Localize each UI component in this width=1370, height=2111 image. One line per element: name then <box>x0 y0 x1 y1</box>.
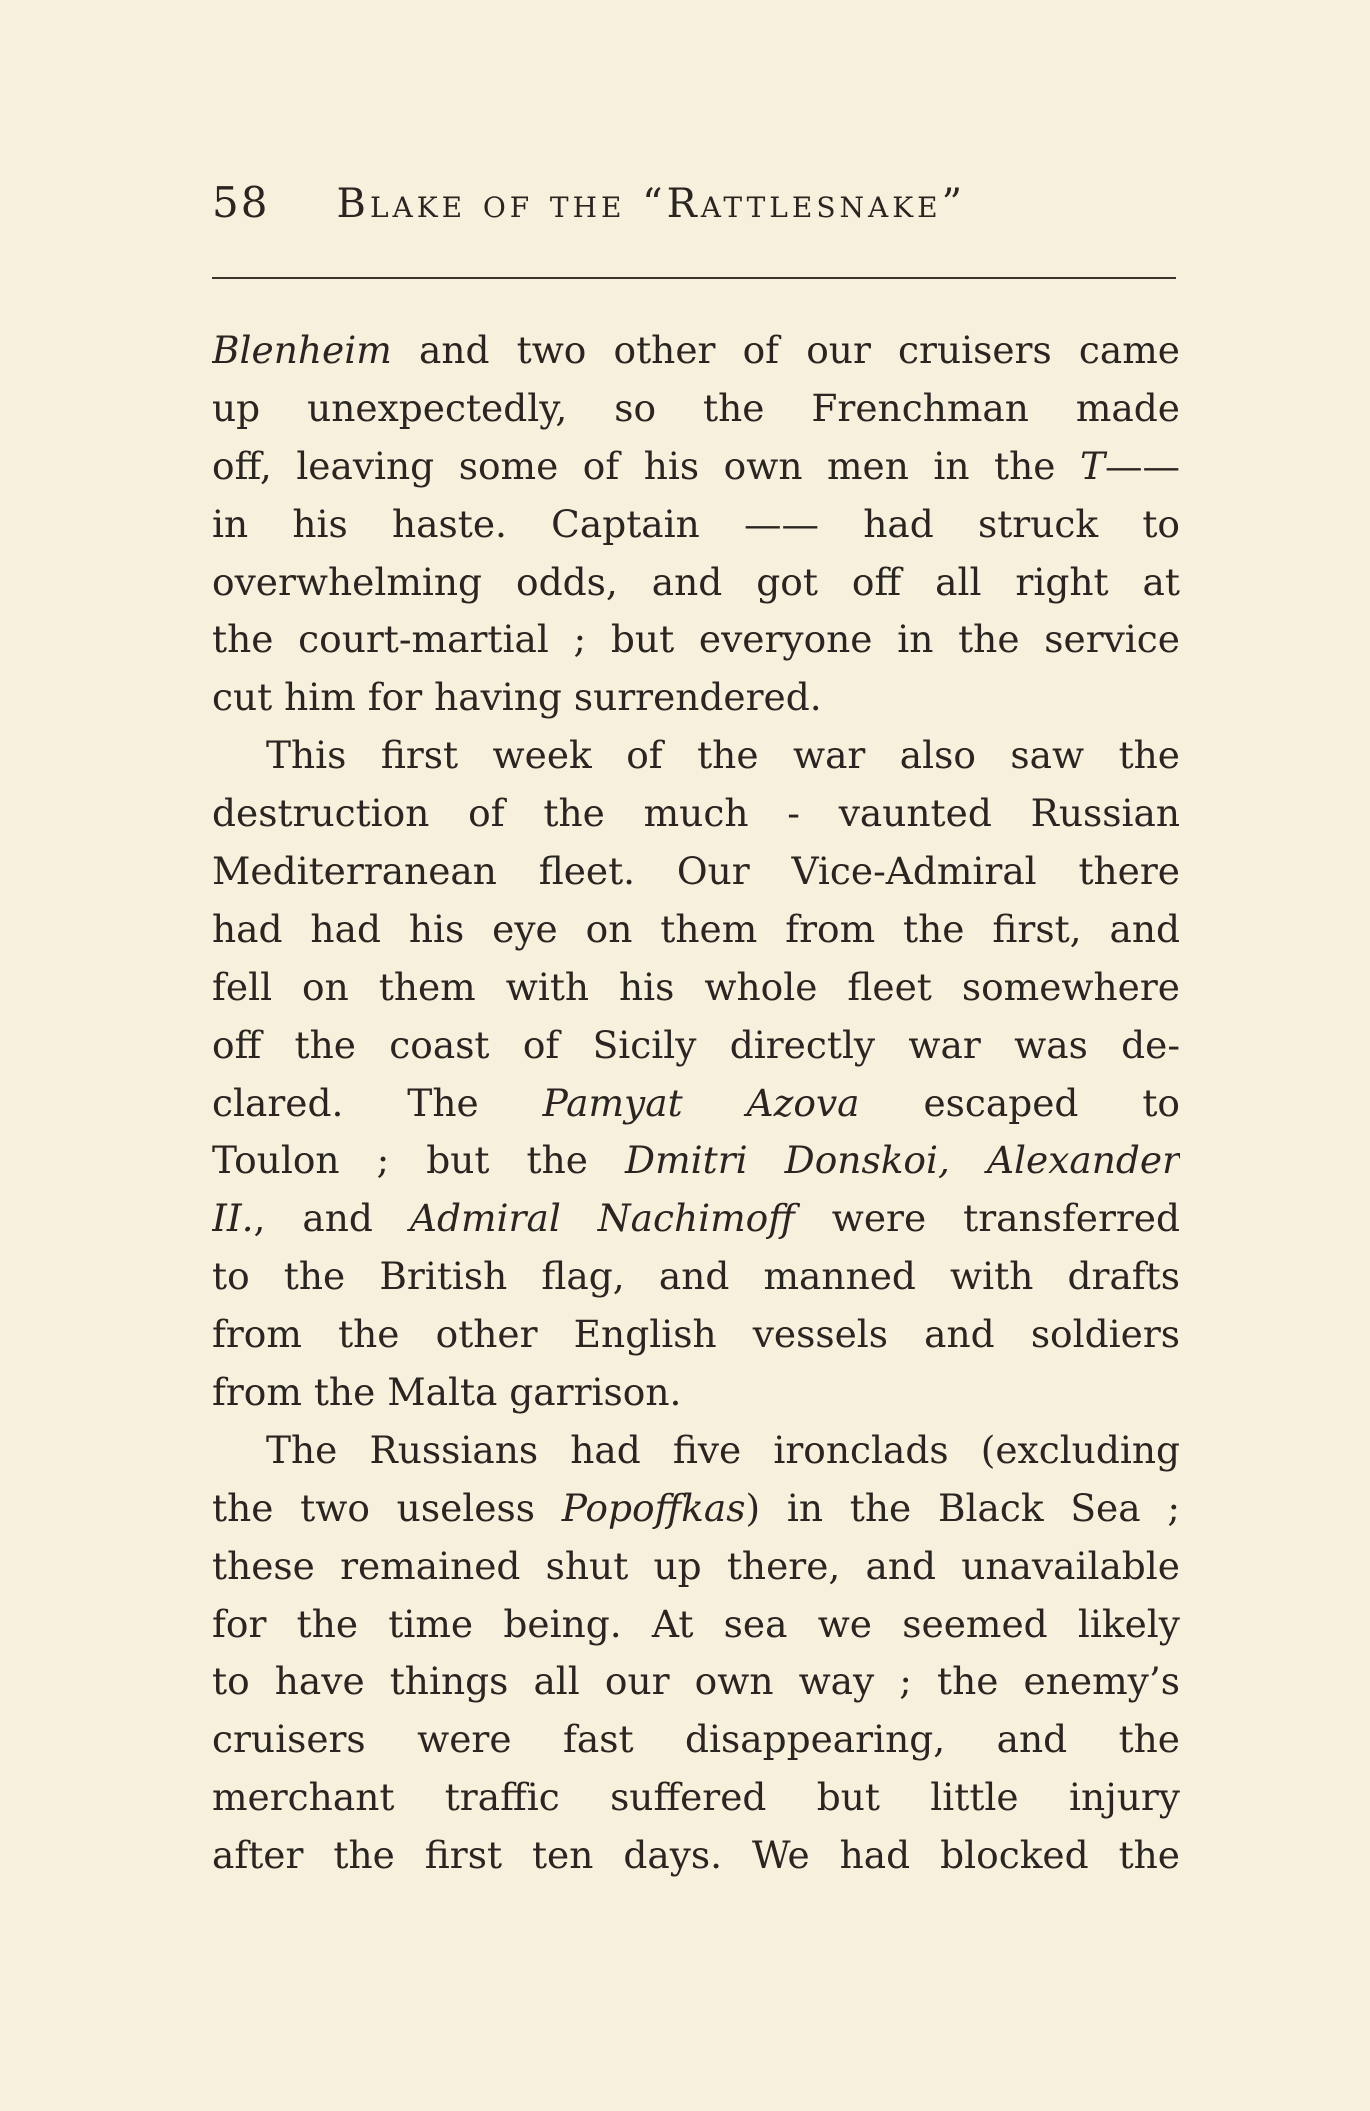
text-line <box>212 1769 1180 1827</box>
page-header <box>212 178 1172 238</box>
text-segment: and two other of our cruisers came <box>391 328 1180 372</box>
text-segment: cruisers were fast disappearing, and the <box>212 1717 1180 1762</box>
text-line <box>212 496 1180 554</box>
text-segment: —— <box>1105 443 1180 488</box>
italic-text: II. <box>212 1196 254 1241</box>
text-segment: the two useless <box>212 1485 562 1530</box>
italic-text: Dmitri Donskoi, Alexander <box>625 1138 1180 1183</box>
text-segment: to the British flag, and manned with drafts <box>212 1254 1180 1299</box>
text-line <box>212 611 1180 669</box>
body-text <box>212 322 1180 1885</box>
text-line <box>212 1190 1180 1248</box>
text-segment: were transferred <box>794 1196 1180 1241</box>
text-segment: Mediterranean fleet. Our Vice-Admiral there <box>212 849 1180 894</box>
text-segment: from the other English vessels and soldiers <box>212 1312 1180 1357</box>
page-number: 58 <box>212 178 270 227</box>
text-segment: from the Malta garrison. <box>212 1370 682 1415</box>
running-title: Blake of the “Rattlesnake” <box>336 181 967 227</box>
text-segment: The Russians had five ironclads (excluding <box>266 1427 1180 1472</box>
text-segment: cut him for having surrendered. <box>212 675 822 720</box>
text-line <box>212 1132 1180 1190</box>
text-line <box>212 1017 1180 1075</box>
text-line <box>212 554 1180 612</box>
text-line <box>212 438 1180 496</box>
text-line <box>212 1248 1180 1306</box>
text-line <box>212 785 1180 843</box>
text-line <box>212 1711 1180 1769</box>
italic-text: Popoffkas <box>561 1485 746 1530</box>
text-segment: up unexpectedly, so the Frenchman made <box>212 385 1180 430</box>
text-line <box>212 1306 1180 1364</box>
italic-text: Pamyat Azova <box>542 1080 860 1125</box>
text-line <box>212 380 1180 438</box>
text-line <box>212 1422 1180 1480</box>
text-segment: escaped to <box>859 1080 1180 1125</box>
text-segment: Toulon ; but the <box>212 1138 625 1183</box>
text-line <box>212 959 1180 1017</box>
italic-text: Blenheim <box>212 328 392 372</box>
text-line <box>212 1480 1180 1538</box>
text-segment: the court-martial ; but everyone in the service <box>212 617 1180 662</box>
text-line <box>212 1827 1180 1885</box>
text-segment: to have things all our own way ; the enemy’s <box>212 1659 1180 1704</box>
italic-text: Admiral Nachimoff <box>409 1196 795 1241</box>
header-rule <box>212 277 1176 279</box>
text-segment: ) in the Black Sea ; <box>745 1485 1180 1530</box>
text-segment: clared. The <box>212 1080 543 1125</box>
italic-text: T <box>1079 443 1105 488</box>
text-segment: for the time being. At sea we seemed likely <box>212 1601 1180 1646</box>
text-line <box>212 901 1180 959</box>
text-line <box>212 1364 1180 1422</box>
text-segment: after the first ten days. We had blocked the <box>212 1833 1180 1878</box>
text-segment: , and <box>253 1196 410 1241</box>
text-segment: off the coast of Sicily directly war was de- <box>212 1022 1180 1067</box>
text-segment: overwhelming odds, and got off all right at <box>212 559 1180 604</box>
text-segment: merchant traffic suffered but little injury <box>212 1775 1180 1820</box>
text-line <box>212 1653 1180 1711</box>
text-line <box>212 322 1180 380</box>
text-line <box>212 727 1180 785</box>
text-line <box>212 1596 1180 1654</box>
text-line <box>212 669 1180 727</box>
text-segment: had had his eye on them from the first, and <box>212 906 1180 951</box>
text-segment: fell on them with his whole fleet somewhere <box>212 964 1180 1009</box>
text-segment: This first week of the war also saw the <box>266 733 1180 778</box>
text-line <box>212 1075 1180 1133</box>
text-line <box>212 843 1180 901</box>
text-line <box>212 1538 1180 1596</box>
text-segment: destruction of the much - vaunted Russian <box>212 791 1180 836</box>
text-segment: off, leaving some of his own men in the <box>212 443 1080 488</box>
text-segment: these remained shut up there, and unavailable <box>212 1543 1180 1588</box>
text-segment: in his haste. Captain —— had struck to <box>212 501 1180 546</box>
